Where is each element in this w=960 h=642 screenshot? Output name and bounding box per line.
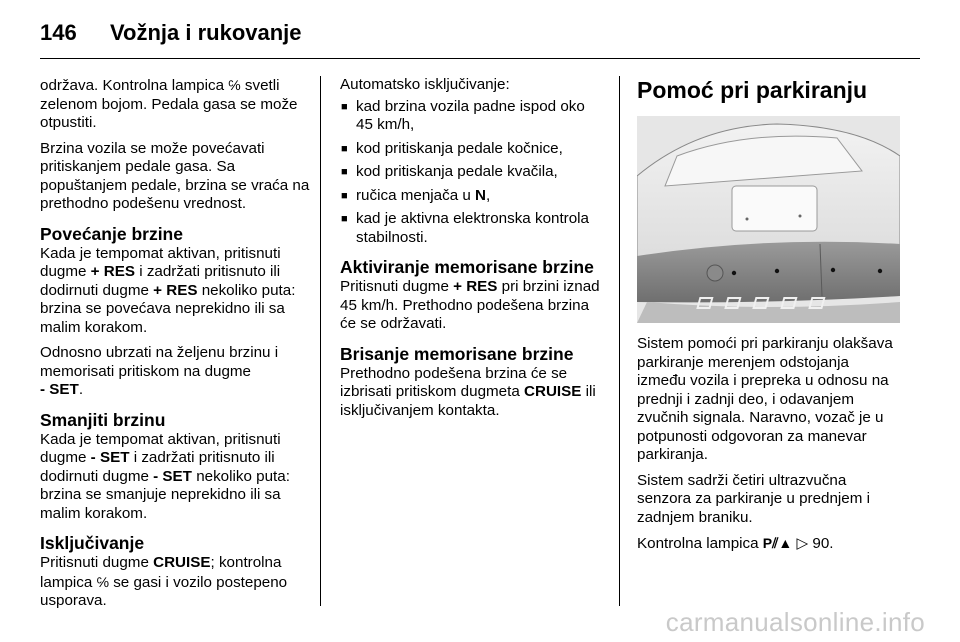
list-item: ■ kad je aktivna elektronska kontrola stabilnosti. <box>340 210 602 247</box>
paragraph: održava. Kontrolna lampica ℅ svetli zelenom bojom. Pedala gasa se može otpustiti. <box>40 77 298 131</box>
heading-delete-memorized-speed: Brisanje memorisane brzine <box>340 343 574 364</box>
section-heading: Pomoć pri parkiranju <box>637 77 868 103</box>
paragraph: Pritisnuti dugme + RES pri brzini iznad 45 km/h. Prethodno podešena brzina će se održavati. <box>340 278 600 332</box>
paragraph: Kada je tempomat aktivan, pritisnuti dugme + RES i zadržati pritisnuto ili dodirnuti dugme + RES nekoliko puta: brzina se povećava neprekidno ili sa malim korakom. <box>40 244 296 336</box>
heading-increase-speed: Povećanje brzine <box>40 223 183 244</box>
paragraph: Odnosno ubrzati na željenu brzinu i memorisati pritiskom na dugme - SET. <box>40 344 279 398</box>
heading-switch-off: Isključivanje <box>40 533 145 553</box>
paragraph: Pritisnuti dugme CRUISE; kontrolna lampica ℅ se gasi i vozilo postepeno usporava. <box>40 554 288 609</box>
list-item: ■ kod pritiskanja pedale kočnice, <box>340 140 602 159</box>
column-2 <box>340 76 602 427</box>
paragraph: Kada je tempomat aktivan, pritisnuti dugme - SET i zadržati pritisnuto ili dodirnuti dugme - SET nekoliko puta: brzina se smanjuje neprekidno ili sa malim korakom. <box>40 430 290 522</box>
column-3 <box>637 76 902 561</box>
list-item: ■ ručica menjača u N, <box>340 187 602 206</box>
column-divider <box>619 76 620 606</box>
page-reference: ▷ 90. <box>792 535 834 552</box>
column-divider <box>320 76 321 606</box>
page-header <box>40 20 302 46</box>
paragraph: Kontrolna lampica P⫽▲ ▷ 90. <box>637 535 834 552</box>
list-item: ■ kod pritiskanja pedale kvačila, <box>340 163 602 182</box>
watermark: carmanualsonline.info <box>665 607 925 637</box>
paragraph: Brzina vozila se može povećavati pritiskanjem pedale gasa. Sa popuštanjem pedale, brzina se vraća na prethodno podešenu vrednost. <box>40 139 310 212</box>
list-item: ■ kad brzina vozila padne ispod oko 45 km/h, <box>340 98 602 135</box>
page-number: 146 <box>40 20 77 45</box>
paragraph: Sistem pomoći pri parkiranju olakšava parkiranje merenjem odstojanja između vozila i prepreka u odnosu na prednji i zadnji deo, i odavanjem zvučnih signala. Naravno, vozač je u potpunosti odgovoran za manevar parkiranja. <box>637 335 893 463</box>
section-title: Vožnja i rukovanje <box>110 20 302 45</box>
rear-bumper-sensors-image <box>637 116 900 323</box>
paragraph: Automatsko isključivanje: <box>340 76 510 93</box>
cruise-control-icon: ℅ <box>96 573 109 590</box>
column-1 <box>40 76 310 618</box>
heading-decrease-speed: Smanjiti brzinu <box>40 409 166 430</box>
cruise-control-icon: ℅ <box>228 77 241 93</box>
heading-activate-memorized-speed: Aktiviranje memorisane brzine <box>340 257 594 277</box>
header-rule <box>40 58 920 59</box>
parking-assist-icon: P⫽▲ <box>762 535 793 551</box>
auto-off-list <box>340 98 602 248</box>
paragraph: Sistem sadrži četiri ultrazvučna senzora za parkiranje u prednjem i zadnjem braniku. <box>637 471 870 526</box>
paragraph: Prethodno podešena brzina će se izbrisati pritiskom dugmeta CRUISE ili isključivanjem kontakta. <box>340 364 596 419</box>
